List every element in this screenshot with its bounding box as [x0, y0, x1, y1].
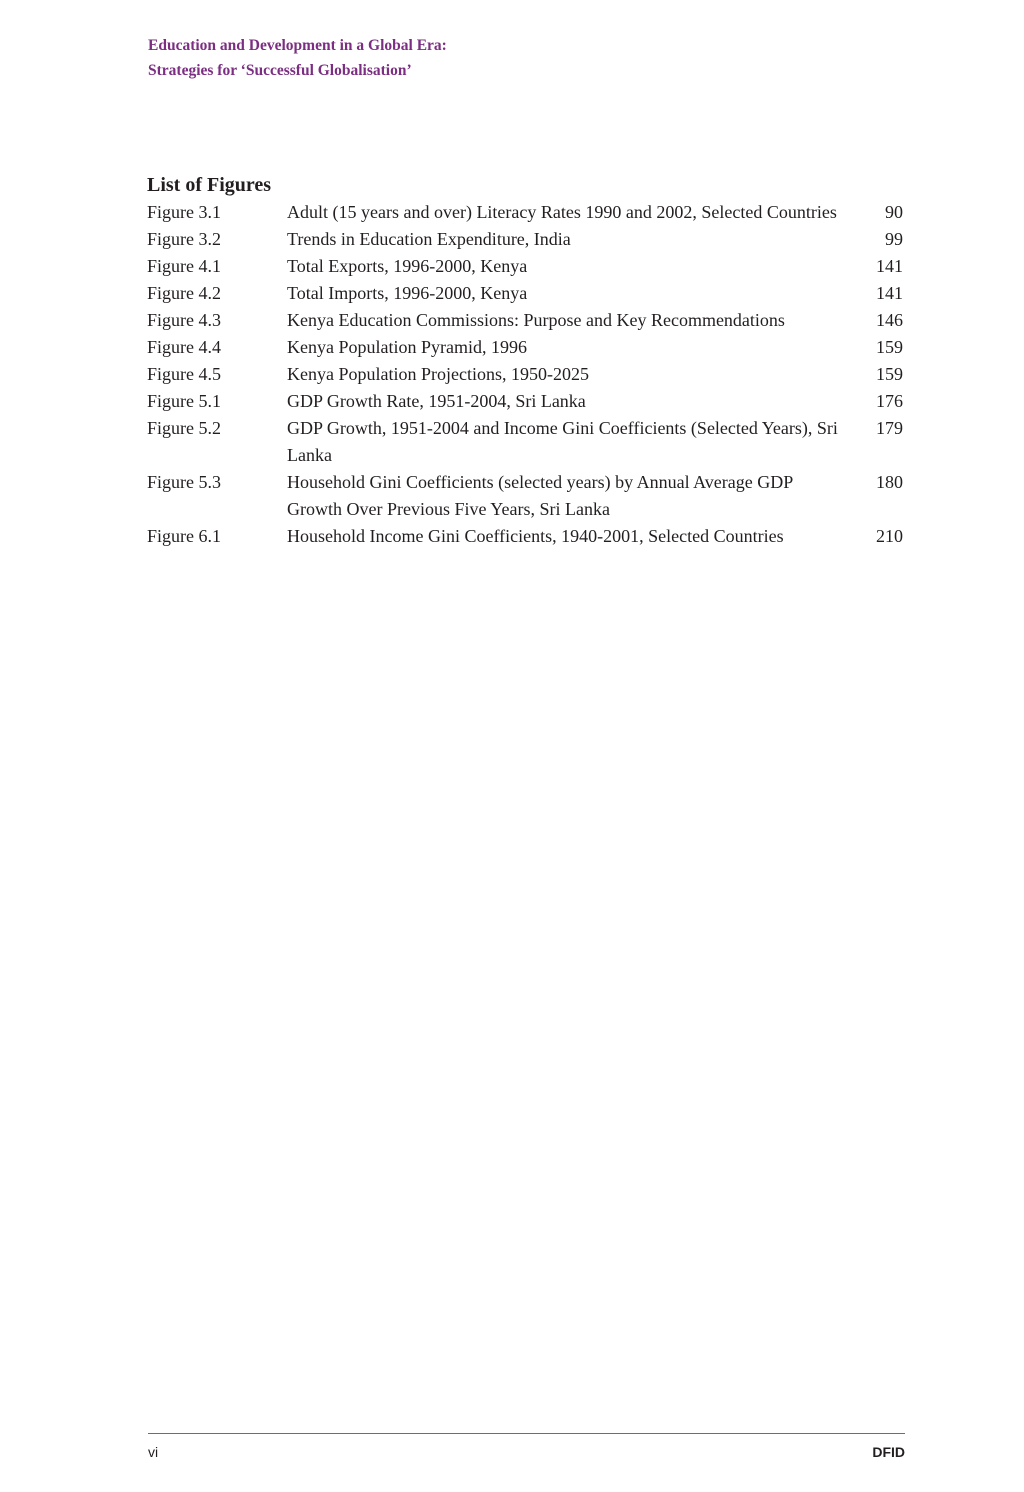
figure-page: 99 — [885, 229, 903, 249]
figure-page: 180 — [876, 472, 903, 492]
figure-entry — [147, 280, 903, 307]
figure-page: 159 — [876, 364, 903, 384]
figure-entry — [147, 523, 903, 550]
figure-title: Total Exports, 1996-2000, Kenya — [287, 256, 528, 276]
figure-page: 141 — [876, 283, 903, 303]
figure-title: GDP Growth Rate, 1951-2004, Sri Lanka — [287, 391, 586, 411]
figure-number: Figure 3.1 — [147, 202, 221, 222]
figure-entry — [147, 253, 903, 280]
figure-list — [147, 199, 903, 550]
figure-title: Household Gini Coefficients (selected years) by Annual Average GDP Growth Over Previous Five Years, Sri Lanka — [287, 472, 793, 519]
running-header — [148, 33, 447, 83]
figure-title: Kenya Education Commissions: Purpose and Key Recommendations — [287, 310, 785, 330]
figure-entry — [147, 199, 903, 226]
page-number: vi — [148, 1444, 159, 1460]
figure-page: 146 — [876, 310, 903, 330]
figure-page: 210 — [876, 526, 903, 546]
figure-title: Adult (15 years and over) Literacy Rates 1990 and 2002, Selected Countries — [287, 202, 837, 222]
figure-number: Figure 4.5 — [147, 364, 221, 384]
figure-page: 159 — [876, 337, 903, 357]
figure-page: 179 — [876, 418, 903, 438]
figure-title: Kenya Population Projections, 1950-2025 — [287, 364, 589, 384]
figure-entry — [147, 334, 903, 361]
figure-number: Figure 4.3 — [147, 310, 221, 330]
figure-title: Trends in Education Expenditure, India — [287, 229, 571, 249]
figure-number: Figure 5.1 — [147, 391, 221, 411]
figure-number: Figure 4.4 — [147, 337, 221, 357]
figure-entry — [147, 307, 903, 334]
figure-title: Household Income Gini Coefficients, 1940-2001, Selected Countries — [287, 526, 784, 546]
list-of-figures-section — [147, 171, 903, 550]
figure-entry — [147, 388, 903, 415]
figure-page: 176 — [876, 391, 903, 411]
figure-number: Figure 4.2 — [147, 283, 221, 303]
section-title: List of Figures — [147, 174, 272, 196]
figure-entry — [147, 361, 903, 388]
figure-number: Figure 6.1 — [147, 526, 221, 546]
figure-number: Figure 5.2 — [147, 418, 221, 438]
figure-page: 141 — [876, 256, 903, 276]
footer-rule — [148, 1433, 905, 1434]
publisher-label: DFID — [872, 1444, 905, 1460]
figure-title: Total Imports, 1996-2000, Kenya — [287, 283, 528, 303]
running-header-line-2: Strategies for ‘Successful Globalisation’ — [148, 62, 412, 79]
figure-page: 90 — [885, 202, 903, 222]
figure-entry — [147, 226, 903, 253]
figure-number: Figure 4.1 — [147, 256, 221, 276]
figure-entry — [147, 415, 903, 469]
figure-title: GDP Growth, 1951-2004 and Income Gini Coefficients (Selected Years), Sri Lanka — [287, 418, 838, 465]
running-header-line-1: Education and Development in a Global Era: — [148, 37, 447, 54]
figure-number: Figure 3.2 — [147, 229, 221, 249]
figure-number: Figure 5.3 — [147, 472, 221, 492]
figure-entry — [147, 469, 903, 523]
figure-title: Kenya Population Pyramid, 1996 — [287, 337, 527, 357]
